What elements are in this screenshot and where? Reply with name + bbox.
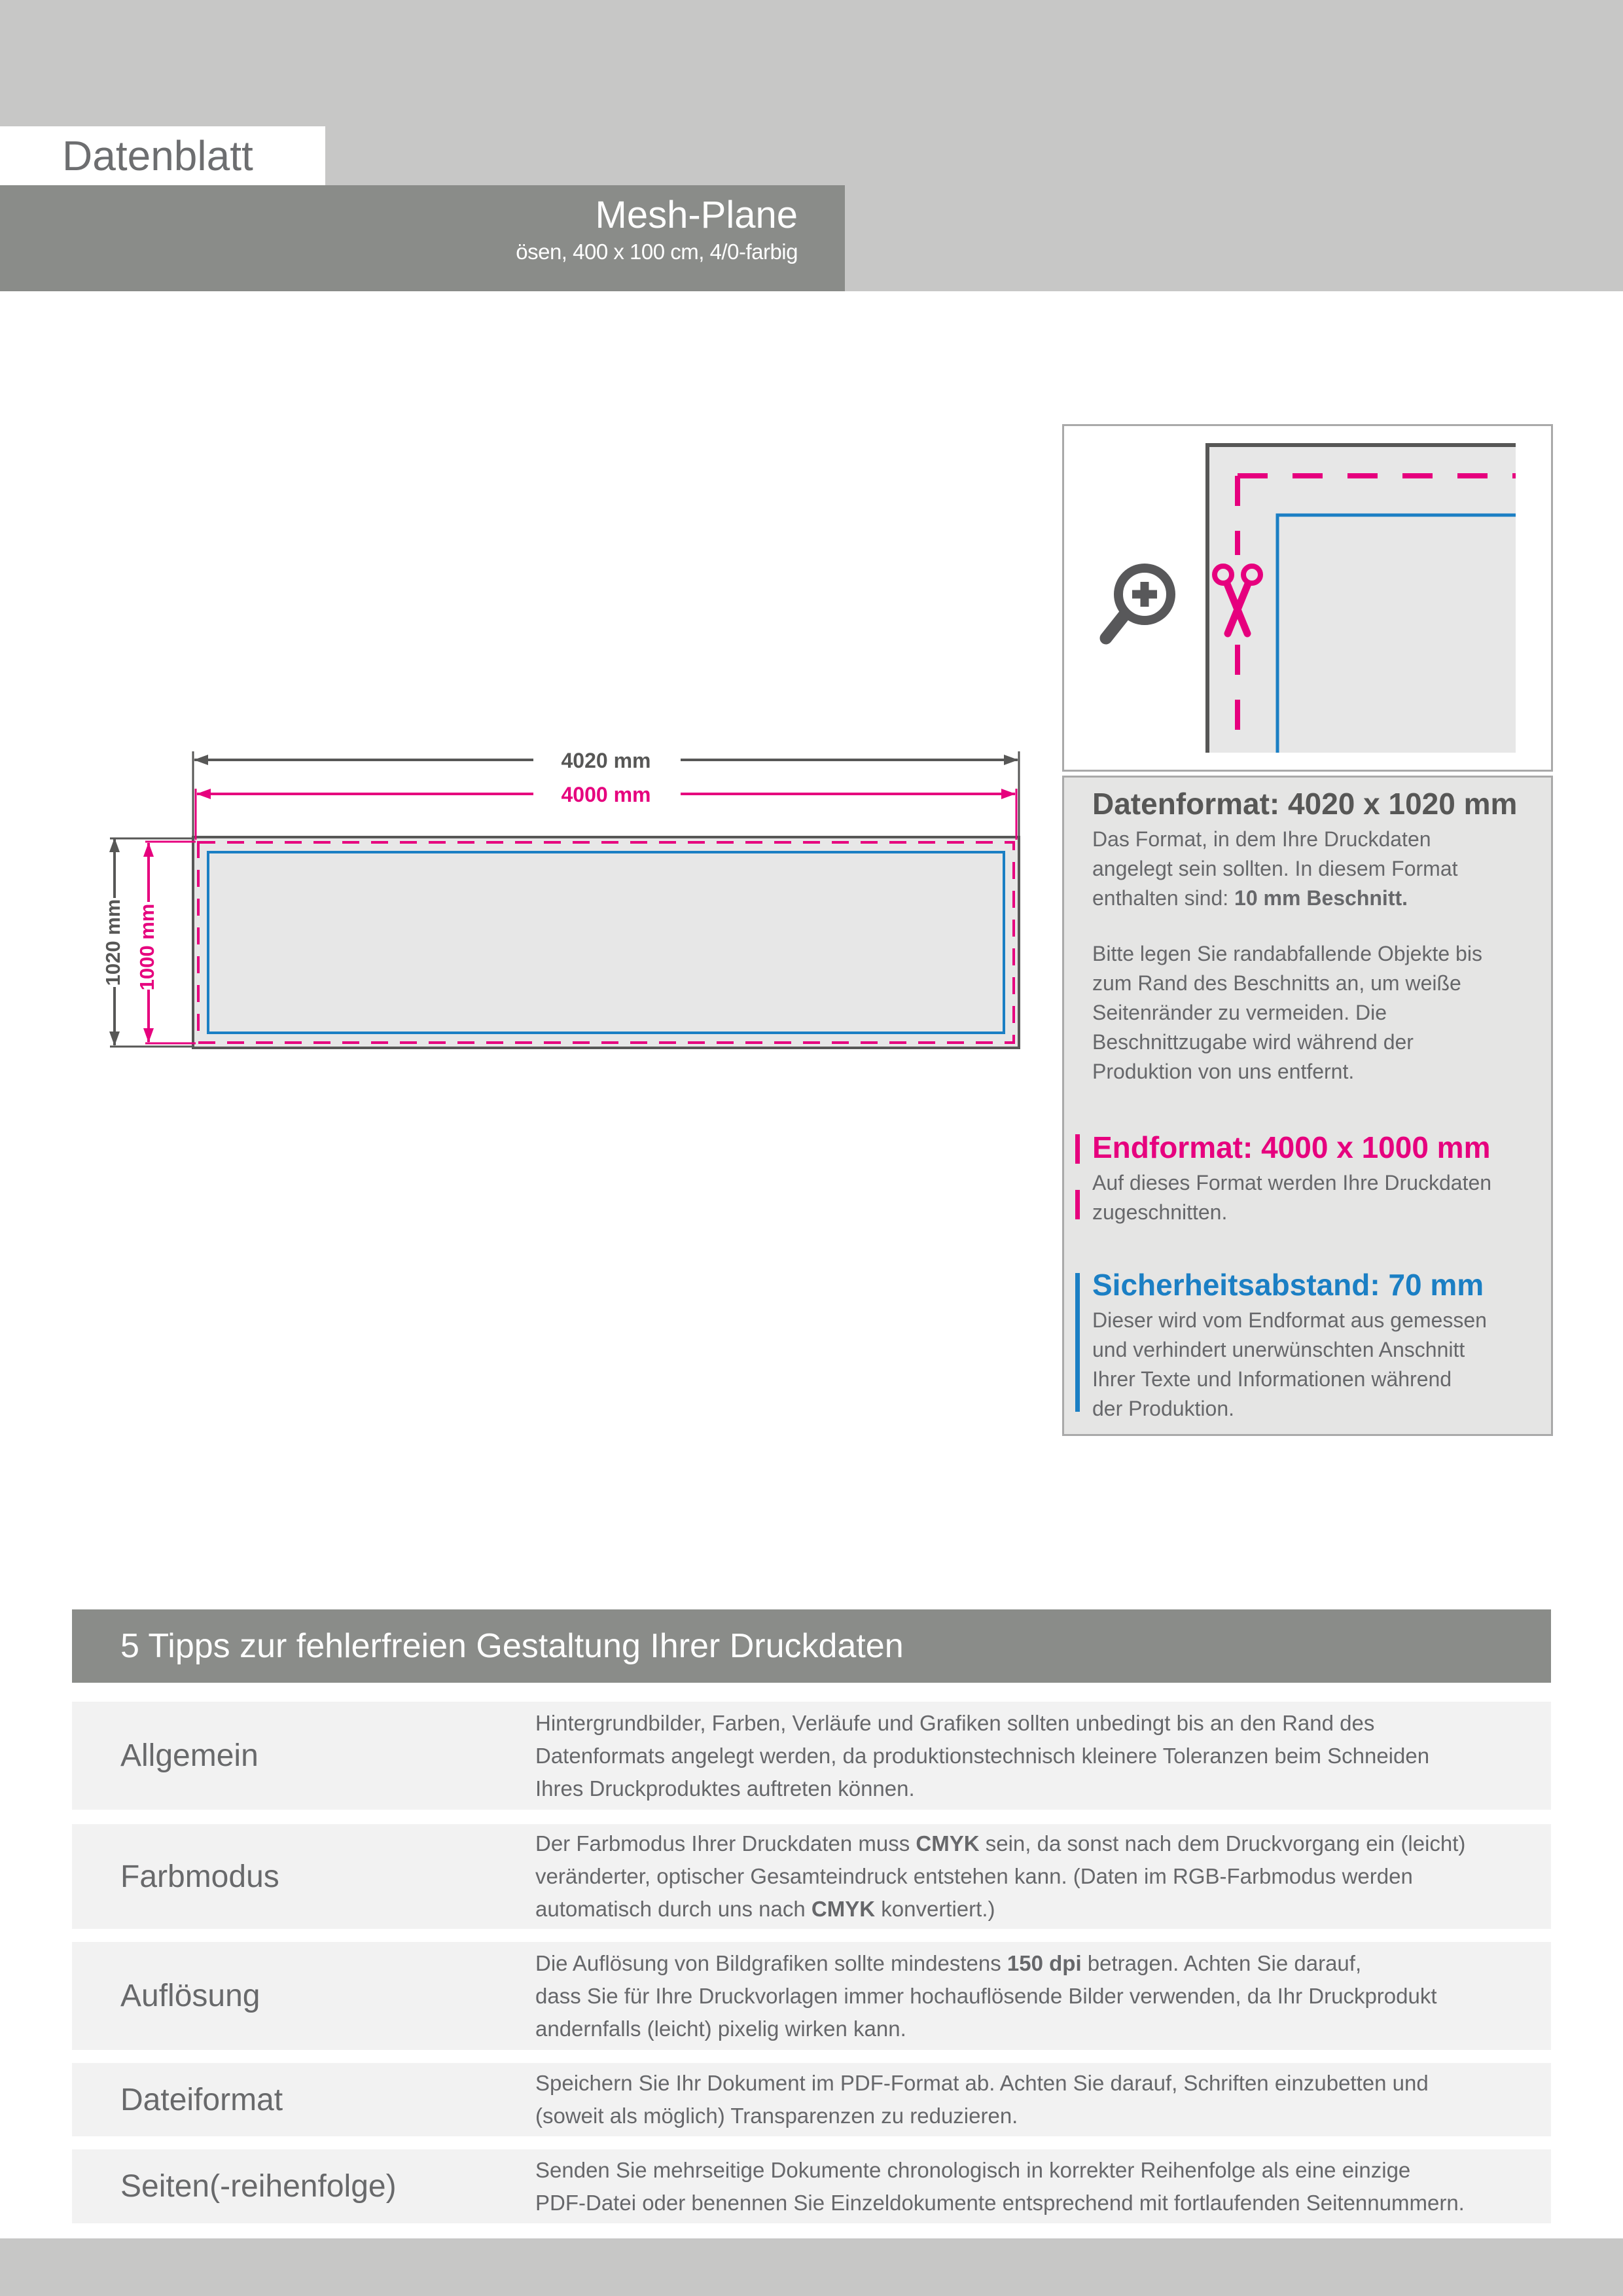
section-datenformat (1092, 787, 1543, 1086)
product-subtitle: ösen, 400 x 100 cm, 4/0-farbig (516, 240, 798, 264)
tips-row-body: Die Auflösung von Bildgrafiken sollte mindestens 150 dpi betragen. Achten Sie darauf, dass Sie für Ihre Druckvorlagen immer hochauflösende Bilder verwenden, da Ihr Druckprodukt andernfalls (leicht) pixelig wirken kann. (535, 1950, 1437, 2041)
endformat-height-label: 1000 mm (135, 903, 159, 991)
tips-row-seitenreihenfolge (72, 2149, 1551, 2223)
tips-row-label: Auflösung (120, 1979, 260, 2013)
tips-row-body: Speichern Sie Ihr Dokument im PDF-Format ab. Achten Sie darauf, Schriften einzubetten und (soweit als möglich) Transparenzen zu reduzieren. (535, 2071, 1429, 2128)
tips-row-aufloesung (72, 1942, 1551, 2050)
tips-row-label: Seiten(-reihenfolge) (120, 2169, 397, 2204)
zoom-inset-drawing (1062, 424, 1553, 772)
tips-row-allgemein (72, 1702, 1551, 1810)
sicherheitsabstand-body: Dieser wird vom Endformat aus gemessen und verhindert unerwünschten Anschnitt Ihrer Texte und Informationen während der Produktion. (1092, 1308, 1487, 1420)
sicherheitsabstand-title: Sicherheitsabstand: 70 mm (1092, 1268, 1484, 1302)
endformat-width-label: 4000 mm (561, 783, 651, 806)
datenformat-rect (193, 837, 1019, 1048)
endformat-body: Auf dieses Format werden Ihre Druckdaten zugeschnitten. (1092, 1171, 1492, 1224)
tips-row-body: Der Farbmodus Ihrer Druckdaten muss CMYK sein, da sonst nach dem Druckvorgang ein (leicht) veränderter, optischer Gesamteindruck entstehen kann. (Daten im RGB-Farbmodus werden automatisch durch uns nach CMYK konvertiert.) (535, 1831, 1466, 1921)
tips-row-body: Senden Sie mehrseitige Dokumente chronologisch in korrekter Reihenfolge als eine einzige PDF-Datei oder benennen Sie Einzeldokumente entsprechend mit fortlaufenden Seitennummern. (535, 2157, 1465, 2215)
section-sicherheitsabstand (1092, 1268, 1543, 1424)
tips-title: 5 Tipps zur fehlerfreien Gestaltung Ihrer Druckdaten (120, 1627, 904, 1665)
product-title: Mesh-Plane (595, 194, 798, 236)
datenformat-para2: Bitte legen Sie randabfallende Objekte bis zum Rand des Beschnitts an, um weiße Seitenränder zu vermeiden. Die Beschnittzugabe wird während der Produktion von uns entfernt. (1092, 942, 1482, 1083)
sicherheitsabstand-accent-bar (1075, 1273, 1080, 1412)
section-endformat (1092, 1130, 1543, 1227)
tips-row-farbmodus (72, 1824, 1551, 1929)
magnifier-icon (1106, 568, 1171, 638)
tips-row-dateiformat (72, 2063, 1551, 2136)
datenformat-height-label: 1020 mm (101, 899, 125, 986)
tips-row-body: Hintergrundbilder, Farben, Verläufe und Grafiken sollten unbedingt bis an den Rand des Datenformats angelegt werden, da produktionstechnisch kleinere Toleranzen beim Schneiden Ihres Druckproduktes auftreten können. (535, 1710, 1430, 1801)
tips-header-band (72, 1609, 1551, 1683)
product-title-band (0, 185, 845, 291)
datenformat-title: Datenformat: 4020 x 1020 mm (1092, 787, 1518, 821)
tips-row-label: Dateiformat (120, 2082, 283, 2117)
datenformat-para1: Das Format, in dem Ihre Druckdaten angelegt sein sollten. In diesem Format enthalten sind: 10 mm Beschnitt. (1092, 827, 1458, 910)
footer-band (0, 2238, 1623, 2296)
endformat-title: Endformat: 4000 x 1000 mm (1092, 1130, 1491, 1164)
datenblatt-label: Datenblatt (62, 132, 253, 179)
tips-row-label: Farbmodus (120, 1859, 279, 1894)
datenblatt-label-box (0, 126, 325, 185)
tips-row-label: Allgemein (120, 1738, 259, 1773)
endformat-accent-bar (1075, 1134, 1080, 1219)
format-diagram (79, 733, 1060, 1073)
datenformat-width-label: 4020 mm (561, 749, 651, 772)
